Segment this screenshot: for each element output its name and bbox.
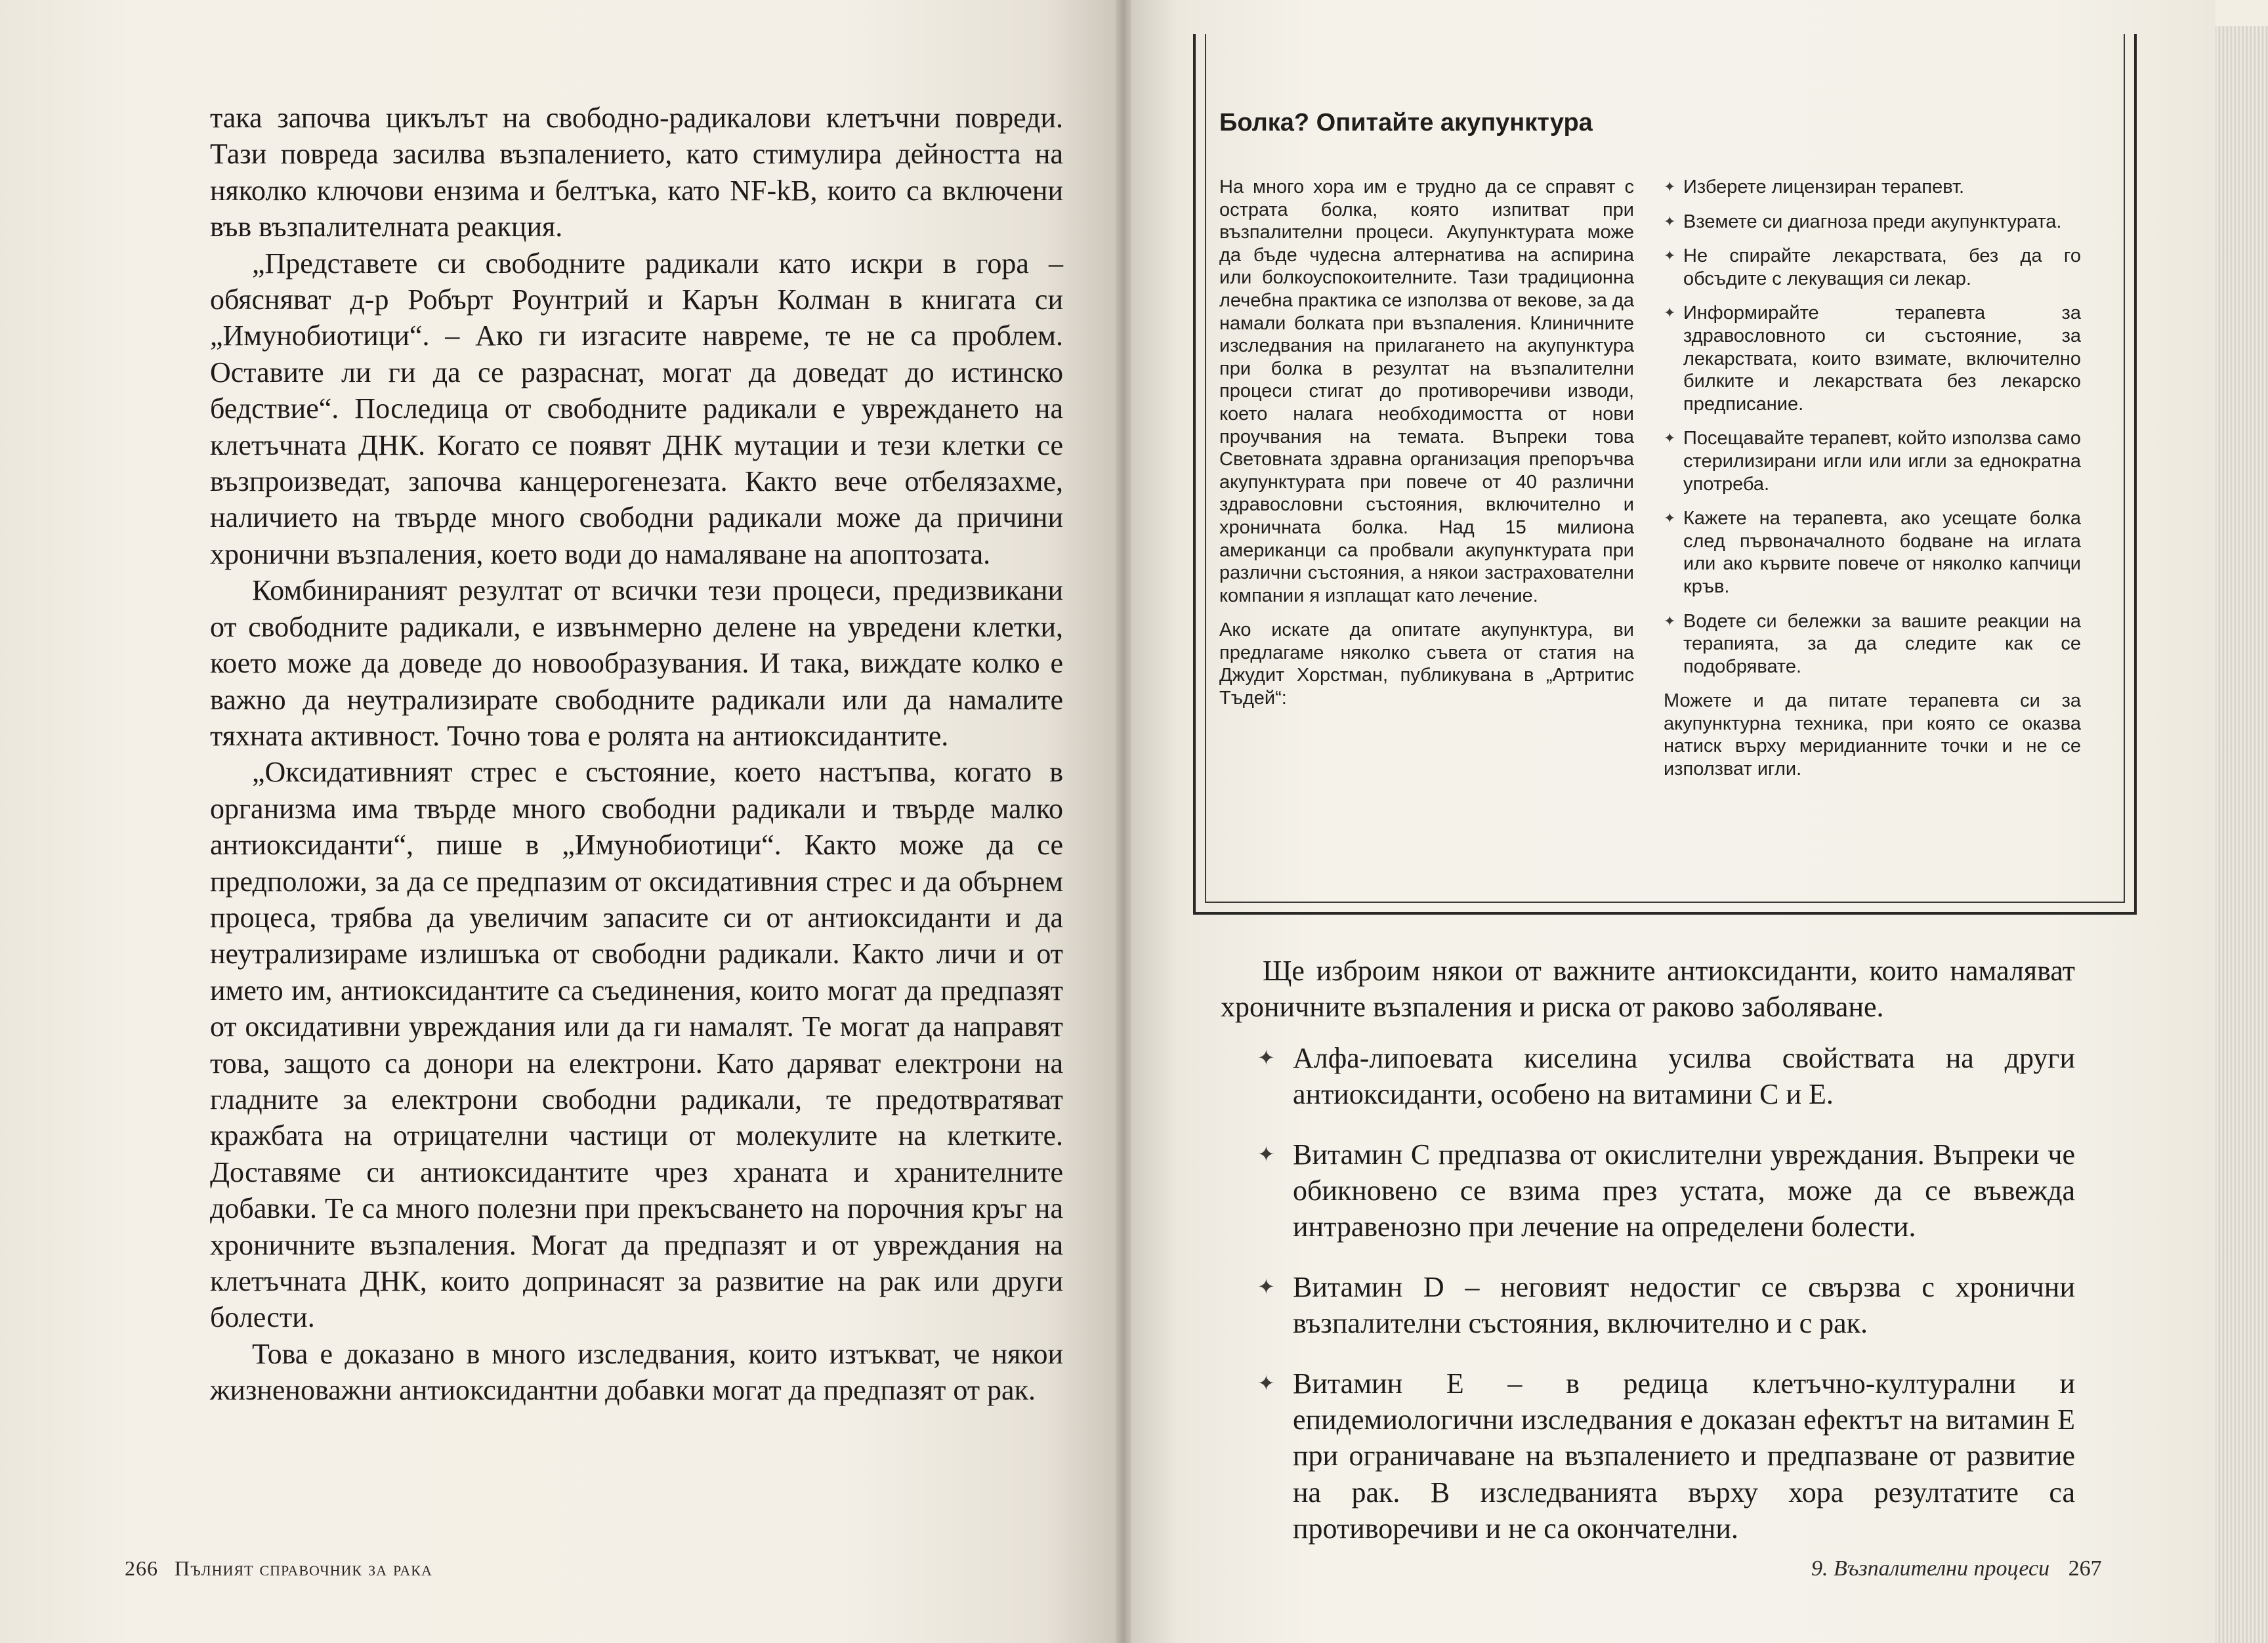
paragraph: „Оксидативният стрес е състояние, което настъпва, когато в организма има твърде много свободни радикали и твърде малко антиоксиданти“, пише в „Имунобиотици“. Както може да се предположи, за да се предпазим от оксидативния стрес и да обърнем процеса, трябва да увеличим запасите си от антиоксиданти и да неутрализираме излишъка от свободни радикали. Както личи и от името им, антиоксидантите са съединения, които могат да предпазят от оксидативни увреждания или да ги намалят. Те могат да направят това, защото са донори на електрони. Като даряват електрони на гладните за електрони свободни радикали, те предотвратяват кражбата на отрицателни частици от молекулите на клетките. Доставяме си антиоксидантите чрез храната и хранителните добавки. Те са много полезни при прекъсването на порочния кръг на хроничните възпаления. Могат да предпазят и от увреждания на клетъчната ДНК, които допринасят за развитие на рак или други болести. bbox=[210, 756, 1063, 1334]
right-page-body bbox=[1221, 953, 2075, 1571]
page-number: 267 bbox=[2068, 1556, 2102, 1581]
paragraph: Ще изброим някои от важните антиоксиданти, които намаляват хроничните възпаления и риска от раково заболяване. bbox=[1221, 955, 2075, 1024]
tip-item: ✦ Информирайте терапевта за здравословното си състояние, за лекарствата, които взимате, включително билките и лекарствата без лекарско предписание. bbox=[1664, 302, 2081, 415]
page-number: 266 bbox=[125, 1556, 158, 1580]
bullet-icon: ✦ bbox=[1257, 1371, 1275, 1395]
sidebar-paragraph: Ако искате да опитате акупунктура, ви предлагаме няколко съвета от статия на Джудит Хорстман, публикувана в „Артритис Тъдей“: bbox=[1219, 619, 1634, 709]
bullet-icon: ✦ bbox=[1664, 430, 1676, 447]
chapter-title: 9. Възпалителни процеси bbox=[1811, 1556, 2050, 1581]
page-edges bbox=[2216, 26, 2268, 1643]
sidebar-column-right bbox=[1664, 176, 2081, 781]
tip-item: ✦ Изберете лицензиран терапевт. bbox=[1664, 177, 1965, 198]
list-item: ✦ Витамин С предпазва от окислителни увреждания. Въпреки че обикновено се взима през устата, може да се въвежда интравенозно при лечение на определени болести. bbox=[1221, 1136, 2075, 1245]
bullet-icon: ✦ bbox=[1664, 612, 1676, 629]
list-item: ✦ Витамин D – неговият недостиг се свързва с хронични възпалителни състояния, включително и с рак. bbox=[1221, 1269, 2075, 1342]
sidebar-title: Болка? Опитайте акупунктура bbox=[1219, 109, 1593, 136]
right-page-footer bbox=[1811, 1556, 2102, 1581]
tip-item: ✦ Водете си бележки за вашите реакции на терапията, за да следите как се подобрявате. bbox=[1664, 610, 2081, 677]
running-title: Пълният справочник за рака bbox=[175, 1556, 432, 1580]
bullet-icon: ✦ bbox=[1664, 178, 1676, 195]
bullet-icon: ✦ bbox=[1664, 510, 1676, 527]
paragraph: „Представете си свободните радикали като искри в гора – обясняват д-р Робърт Роунтрий и Карън Колман в книгата си „Имунобиотици“. – Ако ги изгасите навреме, те не са проблем. Оставите ли ги да се разраснат, могат да доведат до истинско бедствие“. Последица от свободните радикали е увреждането на клетъчната ДНК. Когато се появят ДНК мутации и тези клетки се възпроизведат, започва канцерогенезата. Както вече отбелязахме, наличието на твърде много свободни радикали може да причини хронични възпаления, което води до намаляване на апоптозата. bbox=[210, 247, 1063, 570]
paragraph: така започва цикълът на свободно-радикалови клетъчни повреди. Тази повреда засилва възпалението, като стимулира дейността на няколко ключови ензима и белтъка, като NF-kB, които са включени във възпалителната реакция. bbox=[210, 102, 1063, 243]
paragraph: Това е доказано в много изследвания, които изтъкват, че някои жизненоважни антиоксидантни добавки могат да предпазят от рак. bbox=[210, 1337, 1063, 1407]
sidebar-paragraph: На много хора им е трудно да се справят с острата болка, която изпитват при възпалителни процеси. Акупунктурата може да бъде чудесна алтернатива на аспирина или болкоуспокоителните. Тази традиционна лечебна практика се използва от векове, за да намали болката при възпаления. Клиничните изследвания на прилагането на акупунктура при болка в резултат на възпалителни процеси стигат до противоречиви изводи, което налага необходимостта от нови проучвания на темата. Въпреки това Световната здравна организация препоръчва акупунктурата при повече от 40 различни здравословни състояния, включително и хроничната болка. Над 15 милиона американци са пробвали акупунктурата при различни състояния, а някои застрахователни компании я изплащат като лечение. bbox=[1219, 177, 1634, 606]
sidebar-closing: Можете и да питате терапевта си за акупунктурна техника, при която се оказва натиск върху меридианните точки и не се използват игли. bbox=[1664, 690, 2081, 780]
tip-item: ✦ Вземете си диагноза преди акупунктурата. bbox=[1664, 211, 2062, 232]
tip-item: ✦ Посещавайте терапевт, който използва само стерилизирани игли или игли за еднократна употреба. bbox=[1664, 428, 2081, 495]
tip-item: ✦ Кажете на терапевта, ако усещате болка след първоначалното бодване на иглата или ако кървите повече от няколко капчици кръв. bbox=[1664, 508, 2081, 597]
sidebar-column-left bbox=[1219, 176, 1634, 722]
bullet-icon: ✦ bbox=[1664, 213, 1676, 230]
left-page-footer bbox=[125, 1556, 432, 1581]
left-page-body bbox=[210, 100, 1063, 1409]
bullet-icon: ✦ bbox=[1257, 1142, 1275, 1166]
paragraph: Комбинираният резултат от всички тези процеси, предизвикани от свободните радикали, е извънмерно делене на увредени клетки, което може да доведе до новообразувания. И така, виждате колко е важно да неутрализирате свободните радикали или да намалите тяхната активност. Точно това е ролята на антиоксидантите. bbox=[210, 574, 1063, 752]
bullet-icon: ✦ bbox=[1257, 1274, 1275, 1299]
bullet-icon: ✦ bbox=[1664, 304, 1676, 322]
bullet-icon: ✦ bbox=[1664, 247, 1676, 264]
list-item: ✦ Алфа-липоевата киселина усилва свойствата на други антиоксиданти, особено на витамини С и Е. bbox=[1221, 1040, 2075, 1113]
bullet-icon: ✦ bbox=[1257, 1045, 1275, 1070]
tips-list bbox=[1664, 176, 2081, 678]
antioxidant-list bbox=[1221, 1040, 2075, 1547]
tip-item: ✦ Не спирайте лекарствата, без да го обсъдите с лекуващия си лекар. bbox=[1664, 245, 2081, 289]
list-item: ✦ Витамин Е – в редица клетъчно-културални и епидемиологични изследвания е доказан ефектът на витамин Е при ограничаване на възпалението и предпазване от развитие на рак. В изследванията върху хора резултатите са противоречиви и не са окончателни. bbox=[1221, 1365, 2075, 1547]
book-spine bbox=[1116, 0, 1131, 1643]
